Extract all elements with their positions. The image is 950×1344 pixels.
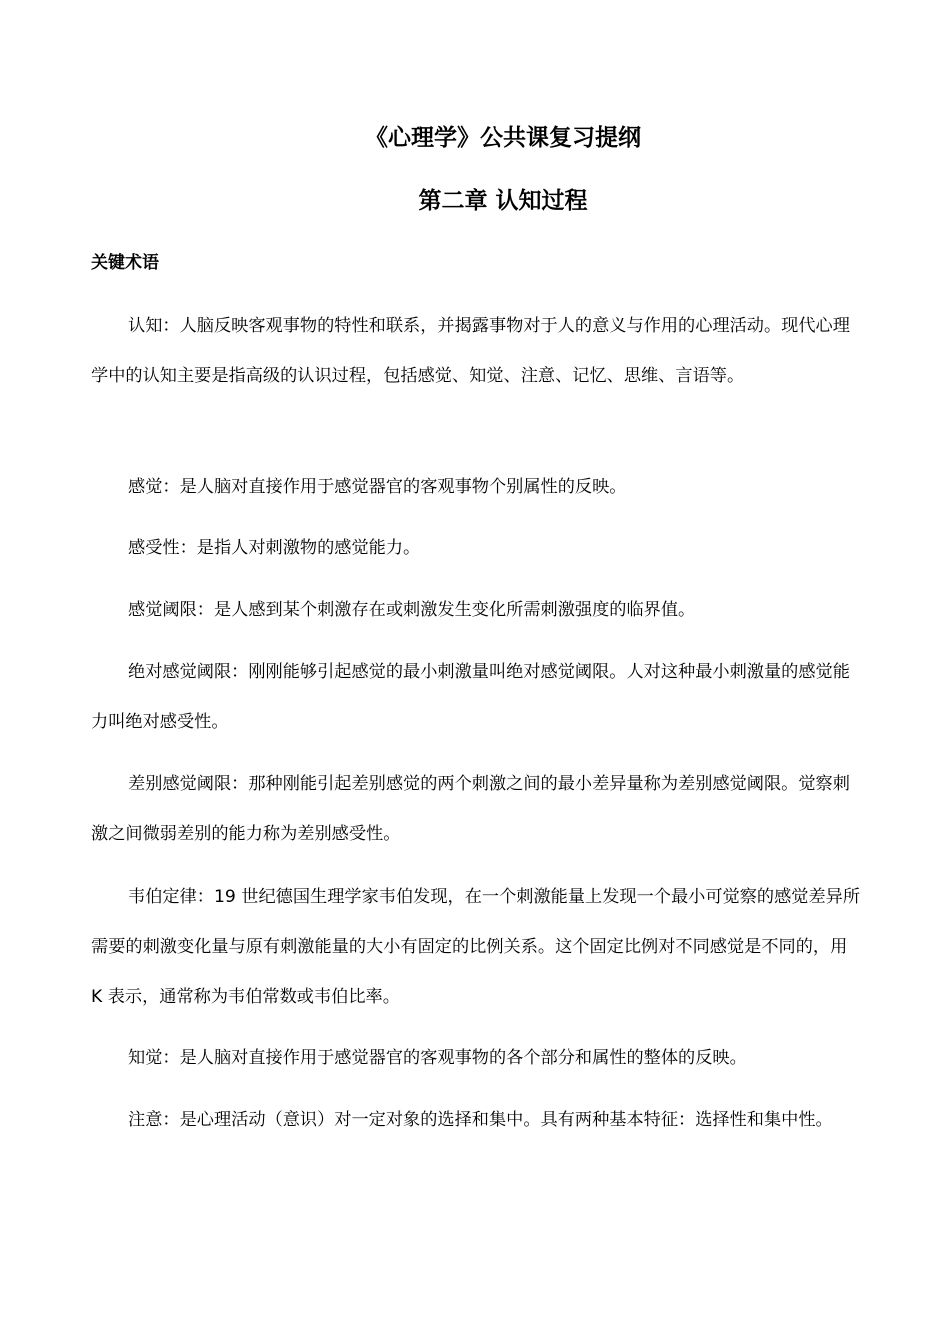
paragraph-absolute-threshold: 绝对感觉阈限：刚刚能够引起感觉的最小刺激量叫绝对感觉阈限。人对这种最小刺激量的感觉能力叫绝对感受性。 [91,662,850,732]
chapter-title: 第二章 认知过程 [418,188,588,214]
section-heading: 关键术语 [91,253,159,273]
document-title: 《心理学》公共课复习提纲 [365,125,641,151]
paragraph-perception: 知觉：是人脑对直接作用于感觉器官的客观事物的各个部分和属性的整体的反映。 [128,1048,747,1068]
paragraph-sensory-threshold: 感觉阈限：是人感到某个刺激存在或刺激发生变化所需刺激强度的临界值。 [128,600,696,620]
paragraph-sensation: 感觉：是人脑对直接作用于感觉器官的客观事物个别属性的反映。 [128,477,627,497]
paragraph-cognition: 认知：人脑反映客观事物的特性和联系，并揭露事物对于人的意义与作用的心理活动。现代心理学中的认知主要是指高级的认识过程，包括感觉、知觉、注意、记忆、思维、言语等。 [91,316,850,386]
paragraph-difference-threshold: 差别感觉阈限：那种刚能引起差别感觉的两个刺激之间的最小差异量称为差别感觉阈限。觉察刺激之间微弱差别的能力称为差别感受性。 [91,774,850,844]
paragraph-sensitivity: 感受性：是指人对刺激物的感觉能力。 [128,538,421,558]
paragraph-attention: 注意：是心理活动（意识）对一定对象的选择和集中。具有两种基本特征：选择性和集中性。 [128,1110,833,1130]
paragraph-weber-law: 韦伯定律：19 世纪德国生理学家韦伯发现，在一个刺激能量上发现一个最小可觉察的感觉差异所需要的刺激变化量与原有刺激能量的大小有固定的比例关系。这个固定比例对不同感觉是不同的，用 K 表示，通常称为韦伯常数或韦伯比率。 [91,887,861,1007]
